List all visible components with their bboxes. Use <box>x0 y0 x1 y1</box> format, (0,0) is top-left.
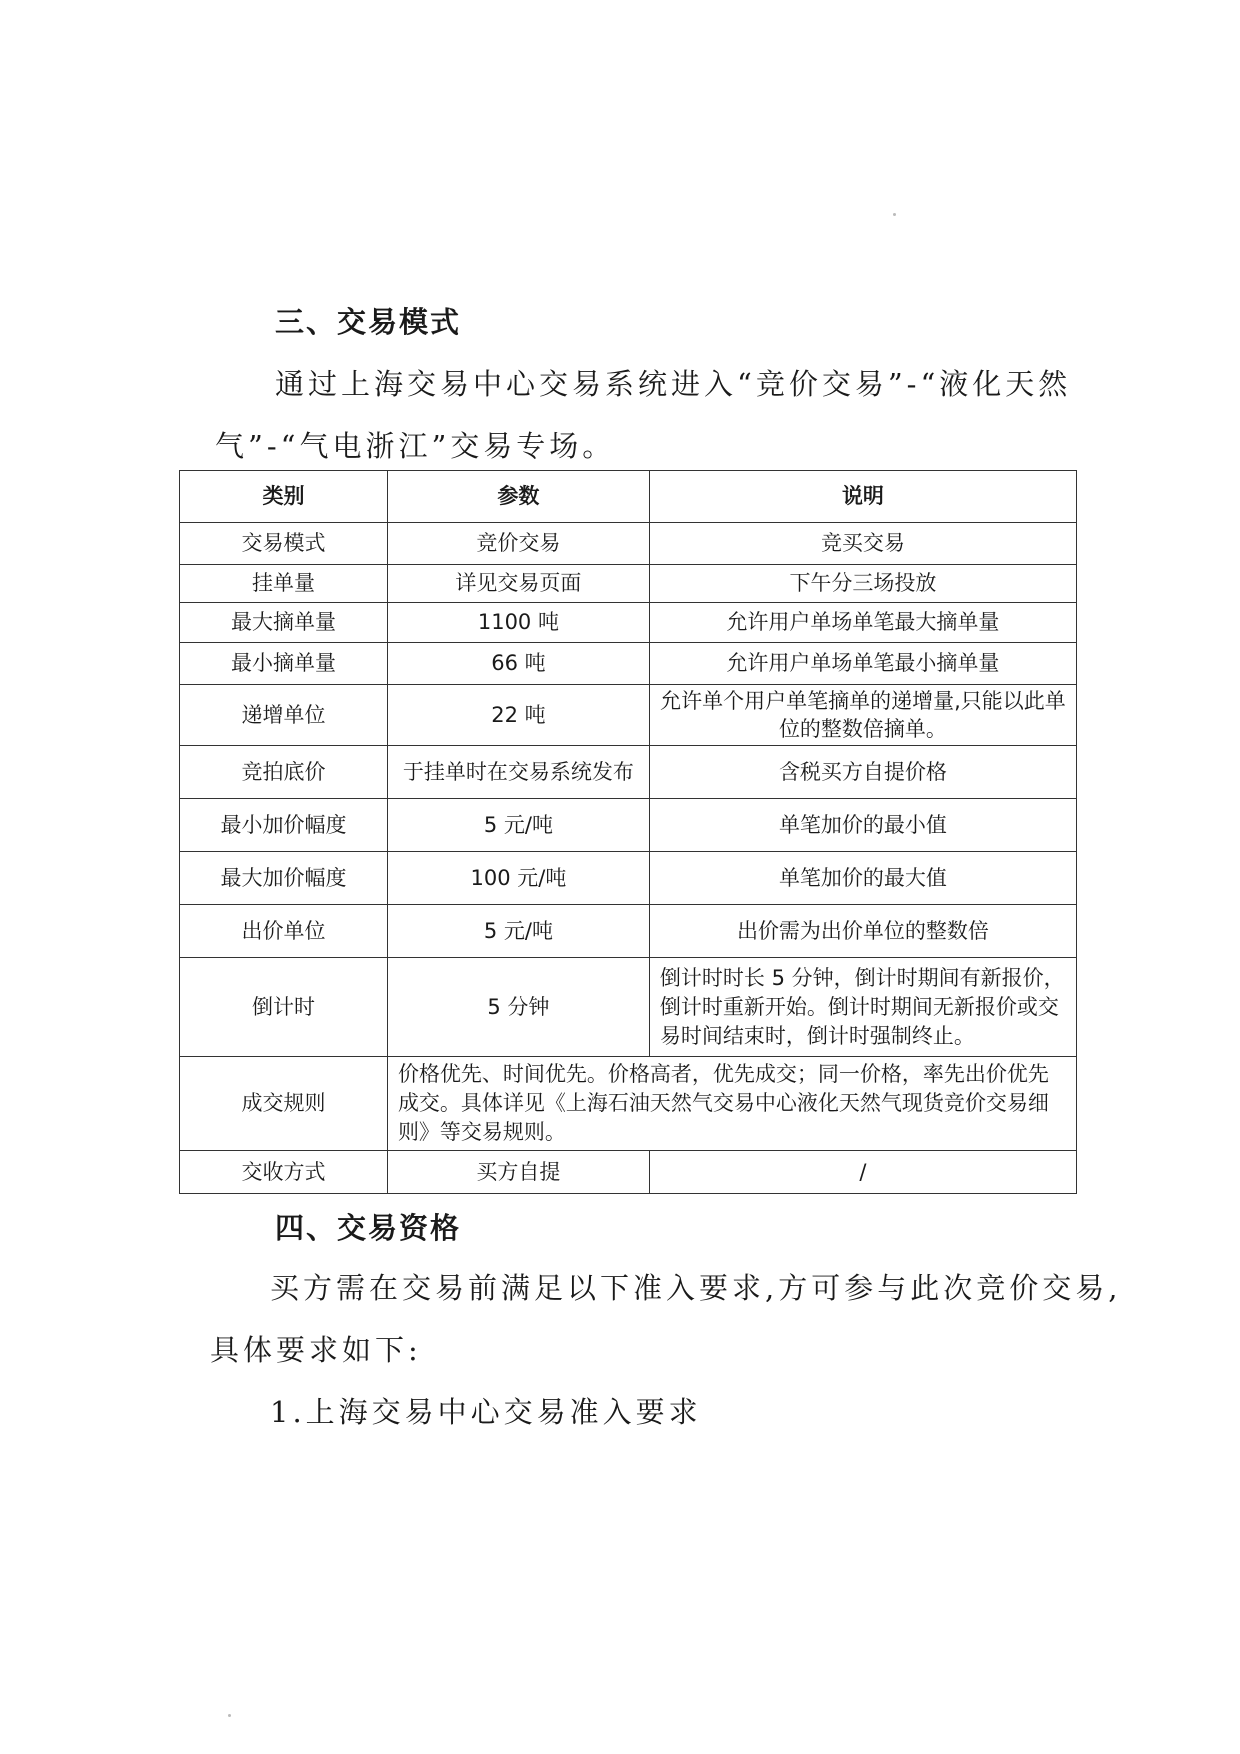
row-category: 递增单位 <box>180 685 388 746</box>
table-row <box>180 958 1077 1057</box>
table-row <box>180 603 1077 643</box>
table-row <box>180 1151 1077 1194</box>
header-category: 类别 <box>180 471 388 523</box>
scan-speck <box>228 1714 231 1717</box>
row-parameter: 1100 吨 <box>387 603 649 643</box>
table-row <box>180 565 1077 603</box>
row-category: 出价单位 <box>180 905 388 958</box>
row-category: 最大加价幅度 <box>180 852 388 905</box>
table-row <box>180 523 1077 565</box>
section-4-heading: 四、交易资格 <box>275 1211 462 1245</box>
row-description: / <box>649 1151 1076 1194</box>
section-4-paragraph-line-1: 买方需在交易前满足以下准入要求,方可参与此次竞价交易, <box>270 1271 1122 1305</box>
row-parameter: 66 吨 <box>387 643 649 685</box>
table-row <box>180 746 1077 799</box>
table-header-row <box>180 471 1077 523</box>
row-parameter: 竞价交易 <box>387 523 649 565</box>
table-row <box>180 852 1077 905</box>
table-row <box>180 685 1077 746</box>
row-parameter: 5 元/吨 <box>387 905 649 958</box>
table-row <box>180 799 1077 852</box>
row-description: 含税买方自提价格 <box>649 746 1076 799</box>
row-parameter: 22 吨 <box>387 685 649 746</box>
row-parameter: 5 元/吨 <box>387 799 649 852</box>
section-3-paragraph-line-1: 通过上海交易中心交易系统进入“竞价交易”-“液化天然 <box>275 367 1072 401</box>
section-4-item-1: 1.上海交易中心交易准入要求 <box>270 1395 702 1429</box>
table-row <box>180 905 1077 958</box>
row-description: 出价需为出价单位的整数倍 <box>649 905 1076 958</box>
row-category: 交收方式 <box>180 1151 388 1194</box>
section-4-paragraph-line-2: 具体要求如下: <box>210 1333 422 1367</box>
row-parameter: 100 元/吨 <box>387 852 649 905</box>
row-category: 成交规则 <box>180 1057 388 1151</box>
table-row <box>180 643 1077 685</box>
row-parameter: 买方自提 <box>387 1151 649 1194</box>
section-3-heading: 三、交易模式 <box>275 305 462 339</box>
trading-parameters-table <box>179 470 1077 1194</box>
row-description: 允许单个用户单笔摘单的递增量,只能以此单位的整数倍摘单。 <box>649 685 1076 746</box>
row-category: 最小摘单量 <box>180 643 388 685</box>
row-category: 交易模式 <box>180 523 388 565</box>
row-category: 最大摘单量 <box>180 603 388 643</box>
header-description: 说明 <box>649 471 1076 523</box>
row-category: 挂单量 <box>180 565 388 603</box>
row-description: 单笔加价的最小值 <box>649 799 1076 852</box>
row-parameter: 5 分钟 <box>387 958 649 1057</box>
row-category: 竞拍底价 <box>180 746 388 799</box>
rules-description: 价格优先、时间优先。价格高者，优先成交；同一价格，率先出价优先成交。具体详见《上海石油天然气交易中心液化天然气现货竞价交易细则》等交易规则。 <box>387 1057 1076 1151</box>
header-parameter: 参数 <box>387 471 649 523</box>
row-description: 允许用户单场单笔最小摘单量 <box>649 643 1076 685</box>
row-parameter: 于挂单时在交易系统发布 <box>387 746 649 799</box>
row-description: 竞买交易 <box>649 523 1076 565</box>
row-description: 倒计时时长 5 分钟，倒计时期间有新报价，倒计时重新开始。倒计时期间无新报价或交易时间结束时，倒计时强制终止。 <box>649 958 1076 1057</box>
row-description: 允许用户单场单笔最大摘单量 <box>649 603 1076 643</box>
section-3-paragraph-line-2: 气”-“气电浙江”交易专场。 <box>215 429 616 463</box>
row-description: 单笔加价的最大值 <box>649 852 1076 905</box>
row-description: 下午分三场投放 <box>649 565 1076 603</box>
row-category: 倒计时 <box>180 958 388 1057</box>
table-row-rules <box>180 1057 1077 1151</box>
row-parameter: 详见交易页面 <box>387 565 649 603</box>
row-category: 最小加价幅度 <box>180 799 388 852</box>
scan-speck <box>893 213 896 216</box>
